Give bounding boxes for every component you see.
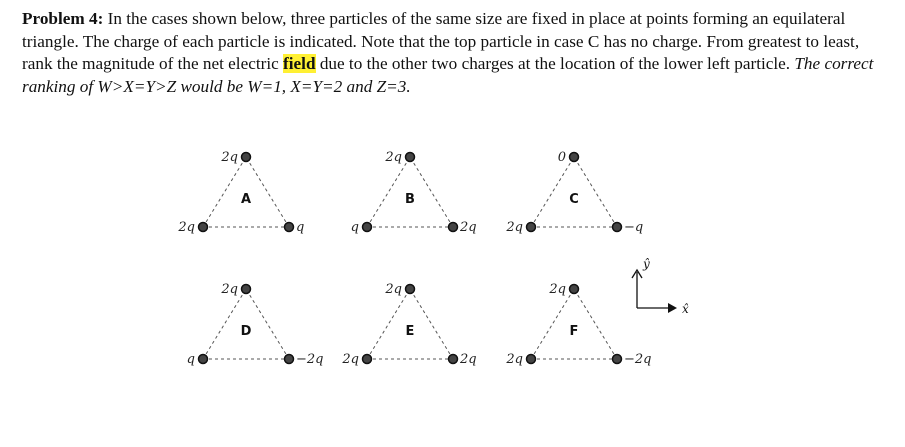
top-charge-label: 2q (221, 282, 238, 297)
coordinate-axes (632, 257, 689, 316)
right-charge-label: −2q (624, 352, 652, 367)
problem-text-part2: due to the other two charges at the location of the lower left particle. (315, 54, 795, 74)
ranking-instructions: The correct ranking of W>X=Y>Z would be W=1, X=Y=2 and Z=3. (22, 54, 874, 96)
triangle-edge (367, 157, 410, 227)
right-particle (285, 223, 294, 232)
case-letter: E (405, 324, 415, 339)
left-charge-label: 2q (342, 352, 359, 367)
triangle-edge (410, 289, 453, 359)
top-particle (406, 153, 415, 162)
x-axis-label: x̂ (682, 302, 689, 316)
left-charge-label: 2q (506, 220, 523, 235)
highlighted-word: field (283, 54, 316, 74)
case-a (177, 150, 304, 235)
top-charge-label: 2q (385, 150, 402, 165)
left-particle (527, 355, 536, 364)
triangle-edge (246, 157, 289, 227)
case-c (505, 150, 643, 235)
left-charge-label: 2q (178, 220, 195, 235)
triangle-edge (574, 289, 617, 359)
left-charge-label: q (186, 352, 195, 367)
case-letter: D (240, 324, 252, 339)
right-charge-label: −q (624, 220, 644, 235)
right-particle (285, 355, 294, 364)
triangle-edge (203, 289, 246, 359)
problem-label: Problem 4: (22, 9, 104, 28)
right-charge-label: 2q (460, 352, 477, 367)
left-particle (363, 223, 372, 232)
top-particle (570, 285, 579, 294)
triangle-edge (246, 289, 289, 359)
triangle-edge (367, 289, 410, 359)
right-particle (449, 223, 458, 232)
case-letter: F (569, 324, 579, 339)
top-charge-label: 2q (549, 282, 566, 297)
right-particle (449, 355, 458, 364)
left-particle (199, 355, 208, 364)
top-particle (242, 153, 251, 162)
right-charge-label: 2q (460, 220, 477, 235)
case-letter: A (240, 192, 252, 207)
triangle-edge (203, 157, 246, 227)
top-particle (242, 285, 251, 294)
left-particle (199, 223, 208, 232)
triangle-edge (531, 289, 574, 359)
top-particle (570, 153, 579, 162)
top-charge-label: 2q (385, 282, 402, 297)
triangle-edge (531, 157, 574, 227)
cases-layer (177, 150, 651, 367)
left-charge-label: 2q (506, 352, 523, 367)
right-charge-label: q (296, 220, 305, 235)
case-d (187, 282, 324, 367)
top-charge-label: 2q (221, 150, 238, 165)
right-charge-label: −2q (296, 352, 324, 367)
case-f (505, 282, 651, 367)
case-letter: C (569, 192, 579, 207)
right-particle (613, 223, 622, 232)
case-e (341, 282, 476, 367)
problem-text-part1: In the cases shown below, three particles of the same size are fixed in place at points forming an equilateral triangle. The charge of each particle is indicated. Note that the top particle in case C has no charge. From greatest to least, rank the magnitude of the net electric (22, 9, 860, 74)
case-b (351, 150, 477, 235)
triangle-edge (574, 157, 617, 227)
top-charge-label: 0 (557, 150, 566, 165)
triangle-edge (410, 157, 453, 227)
left-charge-label: q (350, 220, 359, 235)
y-axis-label: ŷ (643, 257, 650, 271)
right-particle (613, 355, 622, 364)
top-particle (406, 285, 415, 294)
left-particle (527, 223, 536, 232)
case-letter: B (405, 192, 415, 207)
left-particle (363, 355, 372, 364)
